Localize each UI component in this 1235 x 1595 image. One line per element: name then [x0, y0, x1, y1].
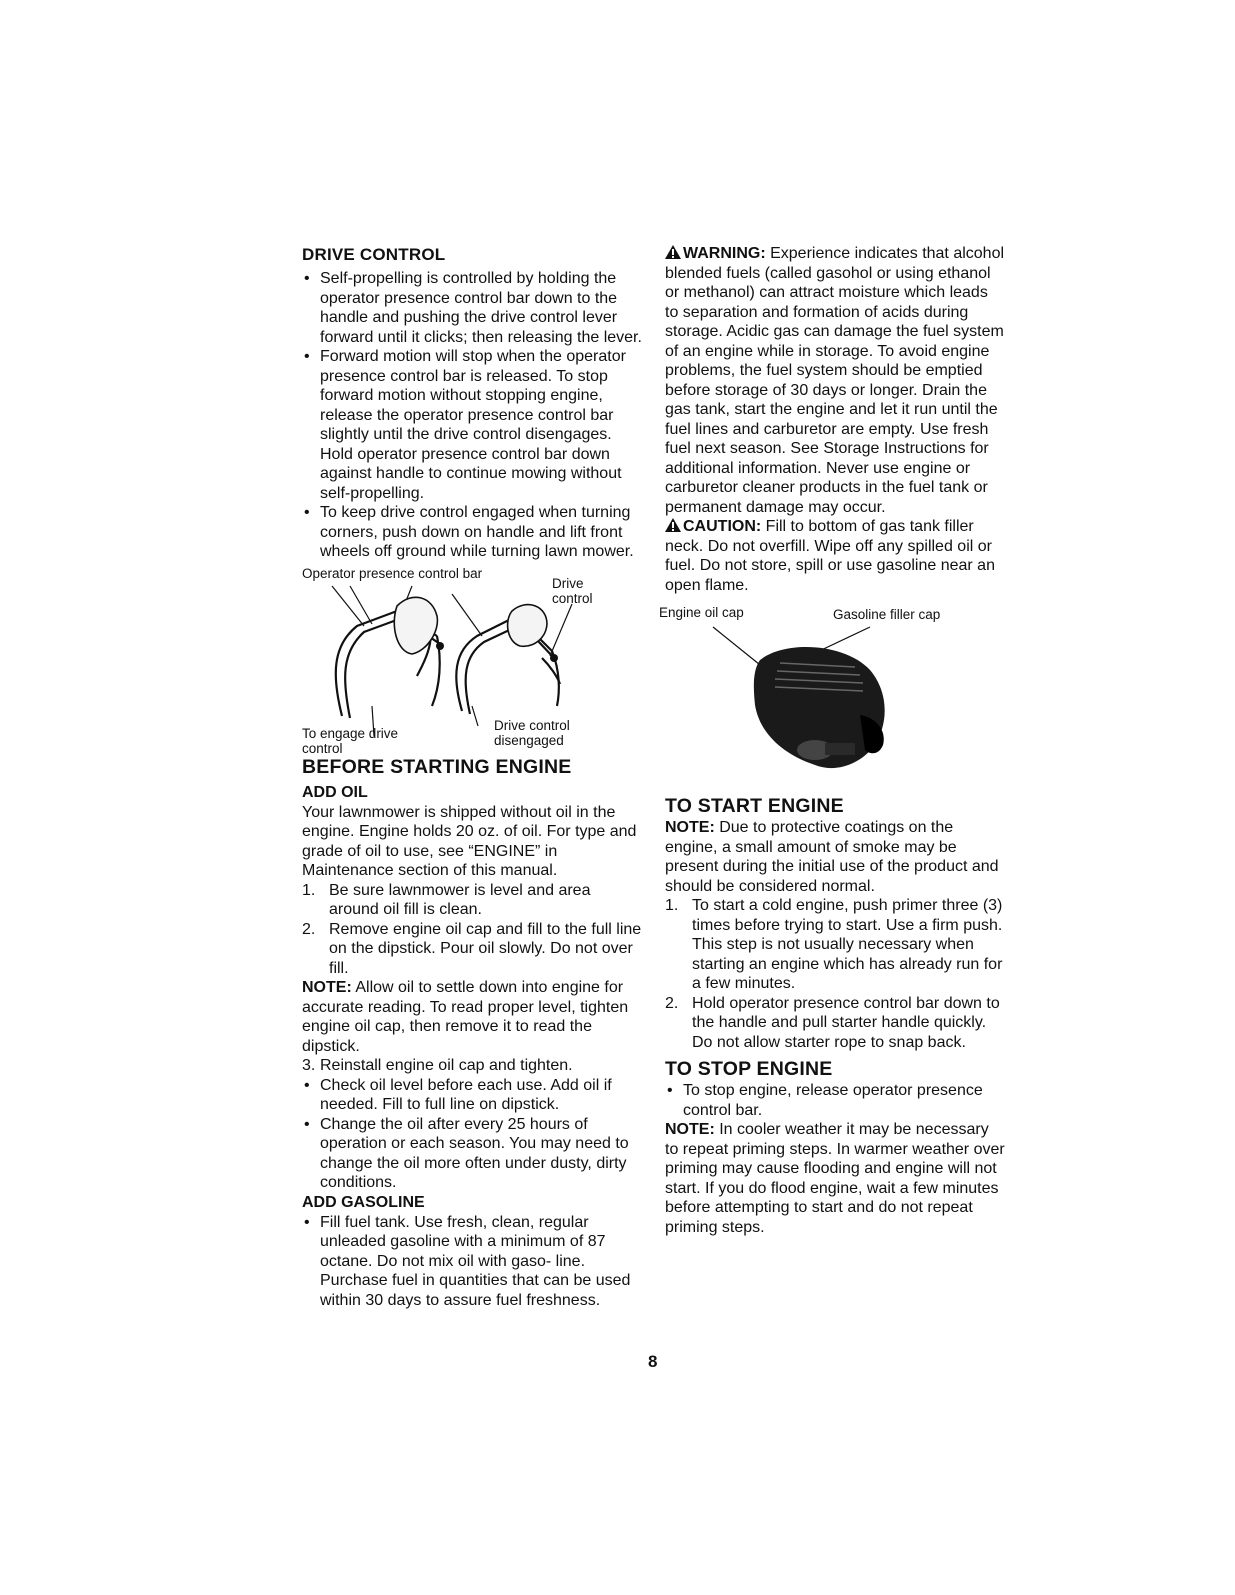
- note-label: NOTE:: [665, 1121, 715, 1138]
- step-number: 2.: [302, 920, 316, 938]
- add-gasoline-bullets: [302, 1213, 642, 1311]
- to-stop-heading: TO STOP ENGINE: [665, 1058, 833, 1080]
- list-item: • Fill fuel tank. Use fresh, clean, regular unleaded gasoline with a minimum of 87 octane. Do not mix oil with gaso- line. Purchase fuel in quantities that can be used within 30 days to assure fuel freshness.: [302, 1213, 642, 1311]
- to-stop-note: [665, 1120, 1005, 1237]
- list-item: [302, 920, 642, 979]
- warning-label: WARNING:: [683, 245, 766, 262]
- add-oil-note: [302, 978, 642, 1056]
- note-text: In cooler weather it may be necessary to repeat priming steps. In warmer weather over priming may cause flooding and engine will not start. If you do flood engine, wait a few minutes before attempting to start and do not repeat priming steps.: [665, 1121, 1005, 1236]
- step-number: 3.: [302, 1057, 316, 1074]
- warning-text: Experience indicates that alcohol blended fuels (called gasohol or using ethanol or methanol) can attract moisture which leads to separation and formation of acids during storage. Acidic gas can damage the fuel system of an engine while in storage. To avoid engine problems, the fuel system should be emptied before storage of 30 days or longer. Drain the gas tank, start the engine and let it run until the fuel lines and carburetor are empty. Use fresh fuel next season. See Storage Instructions for additional information. Never use engine or carburetor cleaner products in the fuel tank or permanent damage may occur.: [665, 245, 1005, 516]
- to-stop-bullets: [665, 1081, 1005, 1120]
- engine-illustration: [665, 605, 1005, 795]
- caution-label: CAUTION:: [683, 518, 762, 535]
- add-oil-heading: ADD OIL: [302, 783, 368, 801]
- before-starting-heading: BEFORE STARTING ENGINE: [302, 755, 572, 778]
- add-oil-step-3: [302, 1056, 642, 1076]
- drive-control-figure: [302, 566, 642, 756]
- step-text: Reinstall engine oil cap and tighten.: [320, 1057, 573, 1074]
- right-column: [659, 244, 1005, 1237]
- note-label: NOTE:: [665, 819, 715, 836]
- warning-paragraph: [665, 244, 1005, 517]
- step-number: 1.: [302, 881, 316, 899]
- label-operator-presence-bar: Operator presence control bar: [302, 565, 483, 581]
- left-column: [302, 244, 642, 1310]
- step-text: To start a cold engine, push primer three (3) times before trying to start. Use a firm push. This step is not usually necessary when starting an engine which has already run for a few minutes.: [692, 897, 1003, 992]
- list-item: • Forward motion will stop when the operator presence control bar is released. To stop forward motion without stopping engine, release the operator presence control bar slightly until the drive control disengages. Hold operator presence control bar down against handle to continue mowing without self-propelling.: [302, 347, 642, 503]
- list-item: • Change the oil after every 25 hours of operation or each season. You may need to change the oil more often under dusty, dirty conditions.: [302, 1115, 642, 1193]
- list-item: [302, 1056, 642, 1076]
- list-item: • To stop engine, release operator presence control bar.: [665, 1081, 1005, 1120]
- to-start-heading: TO START ENGINE: [665, 795, 844, 817]
- list-item: [302, 881, 642, 920]
- to-start-steps: [665, 896, 1005, 1052]
- add-oil-steps: [302, 881, 642, 979]
- add-oil-intro: Your lawnmower is shipped without oil in the engine. Engine holds 20 oz. of oil. For type and grade of oil to use, see “ENGINE” in Maintenance section of this manual.: [302, 803, 637, 879]
- caution-text: Fill to bottom of gas tank filler neck. Do not overfill. Wipe off any spilled oil or fuel. Do not store, spill or use gasoline near an open flame.: [665, 518, 995, 594]
- add-gasoline-heading: ADD GASOLINE: [302, 1193, 425, 1211]
- list-item: [665, 994, 1005, 1053]
- list-item: • Self-propelling is controlled by holding the operator presence control bar down to the handle and pushing the drive control lever forward until it clicks; then releasing the lever.: [302, 269, 642, 347]
- add-oil-bullets: [302, 1076, 642, 1193]
- list-item: • Check oil level before each use. Add oil if needed. Fill to full line on dipstick.: [302, 1076, 642, 1115]
- step-number: 1.: [665, 897, 679, 914]
- caution-triangle-icon: [665, 518, 681, 532]
- label-to-engage: To engage drive control: [302, 725, 399, 756]
- caution-paragraph: [665, 517, 1005, 595]
- engine-figure: [659, 605, 1005, 795]
- label-drive-control: Drive control: [552, 575, 593, 606]
- label-gasoline-filler-cap: Gasoline filler cap: [833, 607, 941, 622]
- note-label: NOTE:: [302, 979, 352, 996]
- step-text: Remove engine oil cap and fill to the full line on the dipstick. Pour oil slowly. Do not over fill.: [329, 920, 642, 977]
- list-item: • To keep drive control engaged when turning corners, push down on handle and lift front wheels off ground while turning lawn mower.: [302, 503, 642, 562]
- label-engine-oil-cap: Engine oil cap: [659, 605, 744, 620]
- drive-control-list: [302, 269, 642, 562]
- warning-triangle-icon: [665, 245, 681, 259]
- list-item: [665, 896, 1005, 994]
- step-number: 2.: [665, 994, 679, 1012]
- drive-control-heading: DRIVE CONTROL: [302, 245, 446, 264]
- note-text: Due to protective coatings on the engine, a small amount of smoke may be present during the initial use of the product and should be considered normal.: [665, 819, 999, 895]
- to-start-note: [665, 818, 1005, 896]
- note-text: Allow oil to settle down into engine for accurate reading. To read proper level, tighten engine oil cap, then remove it to read the dipstick.: [302, 979, 629, 1055]
- step-text: Be sure lawnmower is level and area around oil fill is clean.: [329, 881, 591, 918]
- step-text: Hold operator presence control bar down to the handle and pull starter handle quickly. Do not allow starter rope to snap back.: [692, 994, 1000, 1051]
- label-drive-disengaged: Drive control disengaged: [494, 717, 570, 748]
- page-number: 8: [648, 1352, 658, 1371]
